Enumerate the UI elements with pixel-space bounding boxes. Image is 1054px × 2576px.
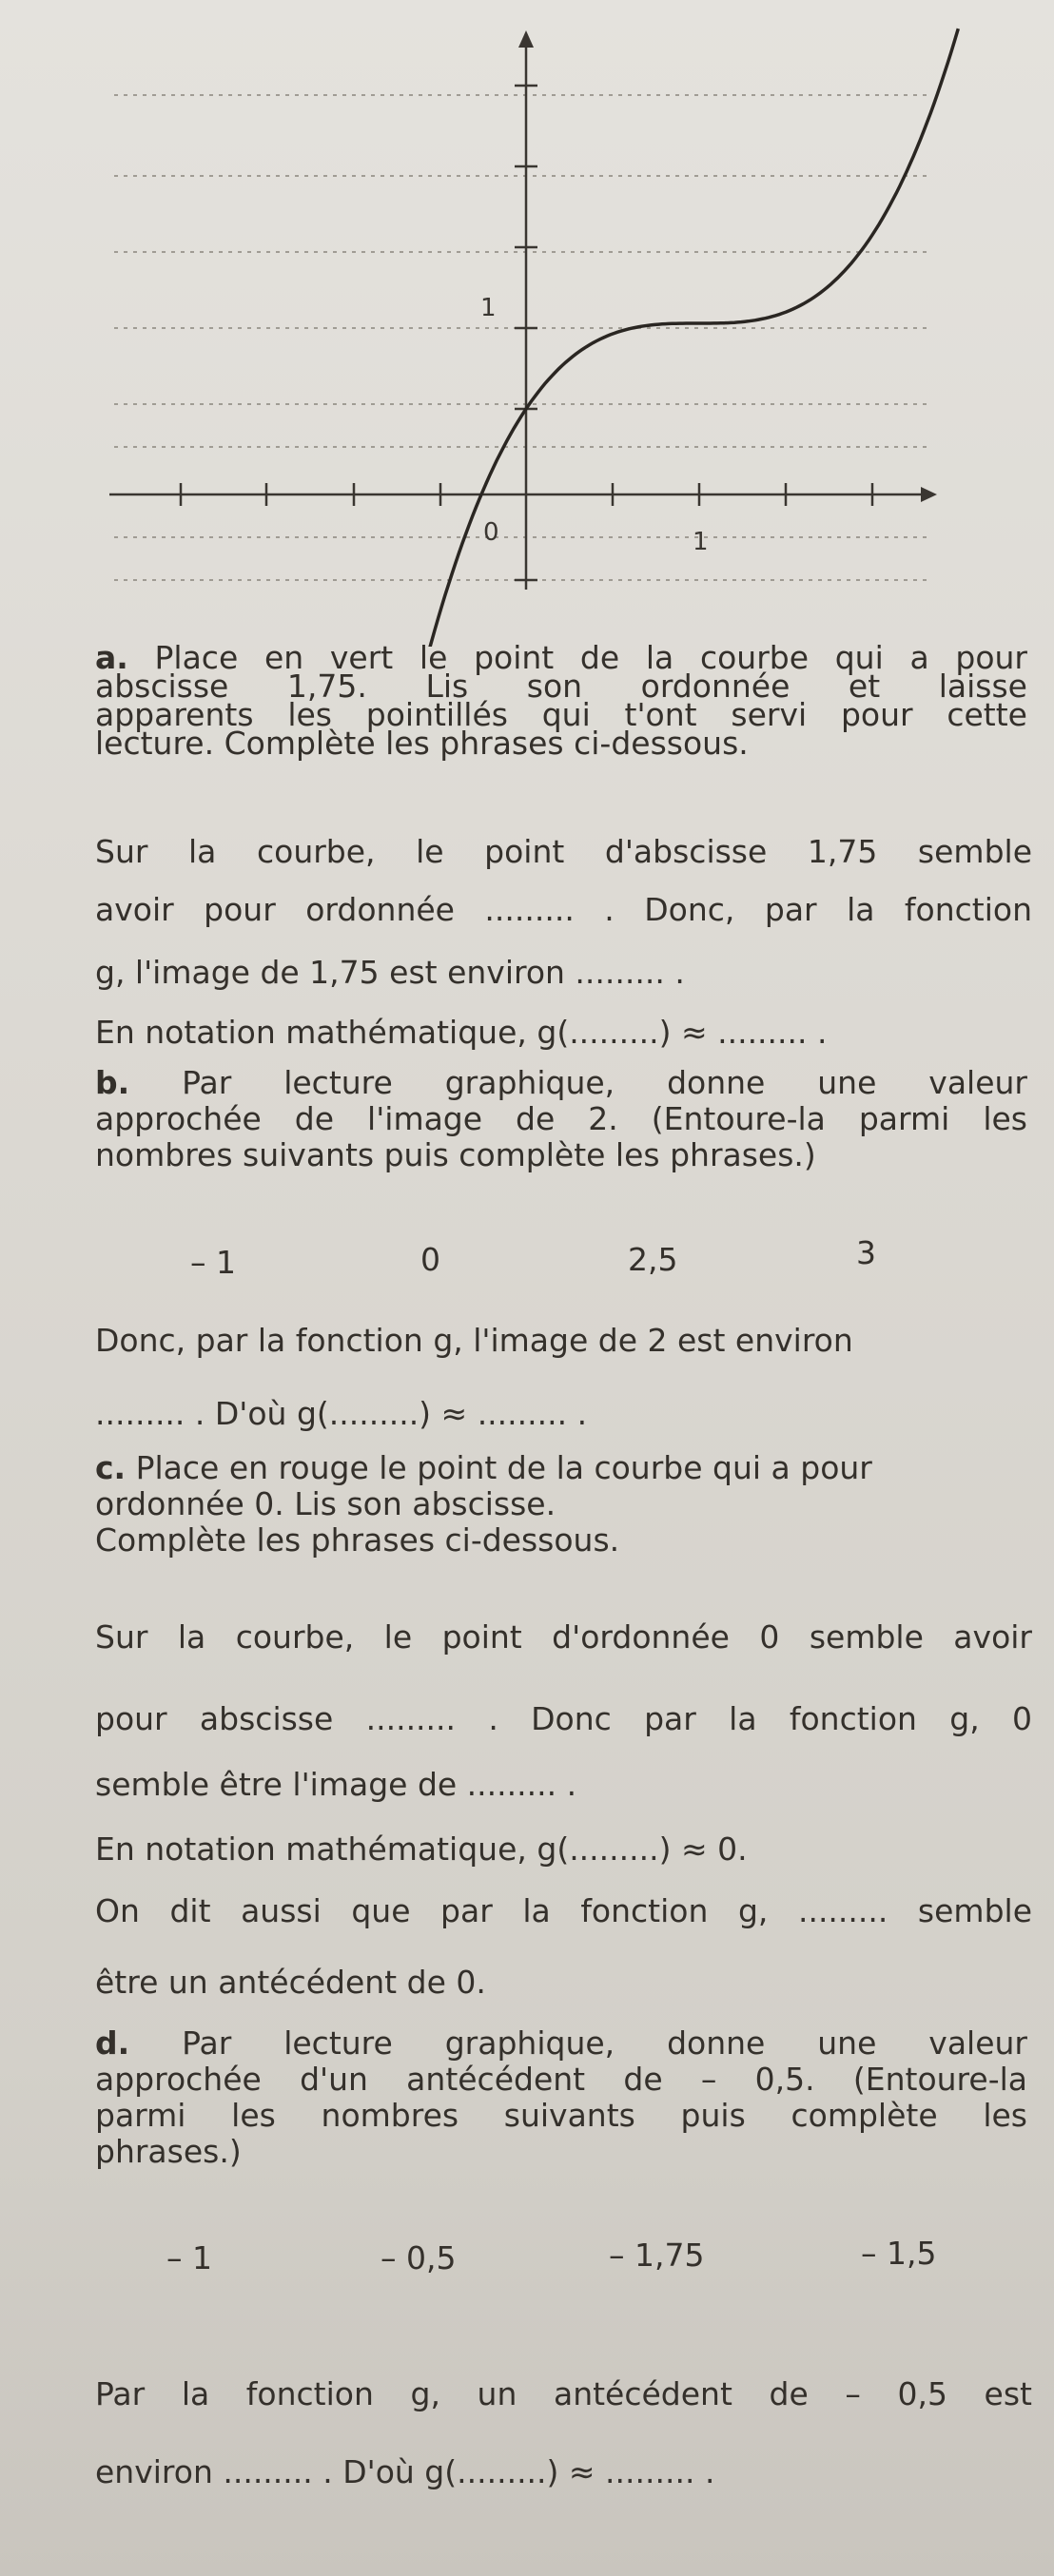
part-d-sentence-2: environ ......... . D'où g(.........) ≈ ......... .: [95, 2453, 715, 2490]
part-a-sentence-3: g, l'image de 1,75 est environ ......... .: [95, 954, 685, 991]
part-d-letter: d.: [95, 2024, 130, 2062]
part-b-option-4[interactable]: 3: [856, 1234, 876, 1271]
part-a-instruction: a. Place en vert le point de la courbe qui a pour abscisse 1,75. Lis son ordonnée et laisse apparents les pointillés qui t'ont servi pour cette lecture. Complète les phrases ci-dessous.: [95, 639, 1027, 762]
part-c-sentence-1: Sur la courbe, le point d'ordonnée 0 semble avoir: [95, 1618, 1032, 1656]
part-c-sentence-3: semble être l'image de ......... .: [95, 1766, 577, 1803]
part-b-sentence-2: ......... . D'où g(.........) ≈ ......... .: [95, 1395, 588, 1432]
part-b-option-1[interactable]: – 1: [190, 1244, 236, 1281]
part-b-sentence-1: Donc, par la fonction g, l'image de 2 est environ: [95, 1322, 853, 1359]
part-c-sentence-5: On dit aussi que par la fonction g, ......... semble: [95, 1892, 1032, 1929]
x-label-1: 1: [693, 528, 709, 556]
part-b-letter: b.: [95, 1064, 130, 1101]
curve-g: [380, 29, 958, 647]
part-a-letter: a.: [95, 639, 128, 676]
part-d-option-4[interactable]: – 1,5: [861, 2235, 937, 2272]
part-c-sentence-4: En notation mathématique, g(.........) ≈ 0.: [95, 1830, 748, 1868]
function-graph: [0, 0, 1054, 647]
part-a-sentence-2: avoir pour ordonnée ......... . Donc, par la fonction: [95, 891, 1032, 928]
part-b-instruction: b. Par lecture graphique, donne une valeur approchée de l'image de 2. (Entoure-la parmi les nombres suivants puis complète les phrases.): [95, 1064, 1027, 1173]
part-b-option-3[interactable]: 2,5: [628, 1241, 678, 1278]
part-c-sentence-2: pour abscisse ......... . Donc par la fonction g, 0: [95, 1700, 1032, 1737]
part-c-sentence-6: être un antécédent de 0.: [95, 1964, 486, 2001]
part-d-sentence-1: Par la fonction g, un antécédent de – 0,5 est: [95, 2375, 1032, 2412]
part-d-instruction: d. Par lecture graphique, donne une valeur approchée d'un antécédent de – 0,5. (Entoure-la parmi les nombres suivants puis complète les phrases.): [95, 2024, 1027, 2170]
part-b-option-2[interactable]: 0: [420, 1241, 440, 1278]
dotted-gridlines: [114, 95, 932, 580]
part-a-sentence-4: En notation mathématique, g(.........) ≈ ......... .: [95, 1014, 828, 1051]
part-d-option-2[interactable]: – 0,5: [381, 2239, 457, 2276]
x-label-0: 0: [483, 518, 499, 547]
part-a-sentence-1: Sur la courbe, le point d'abscisse 1,75 semble: [95, 833, 1032, 870]
part-c-letter: c.: [95, 1449, 127, 1486]
x-axis-arrow: [921, 487, 937, 502]
part-c-instruction: c. Place en rouge le point de la courbe qui a pour ordonnée 0. Lis son abscisse. Complète les phrases ci-dessous.: [95, 1449, 872, 1559]
y-label-1: 1: [480, 294, 497, 322]
part-d-option-1[interactable]: – 1: [166, 2239, 212, 2276]
y-axis-arrow: [518, 30, 534, 48]
part-d-option-3[interactable]: – 1,75: [609, 2237, 705, 2274]
